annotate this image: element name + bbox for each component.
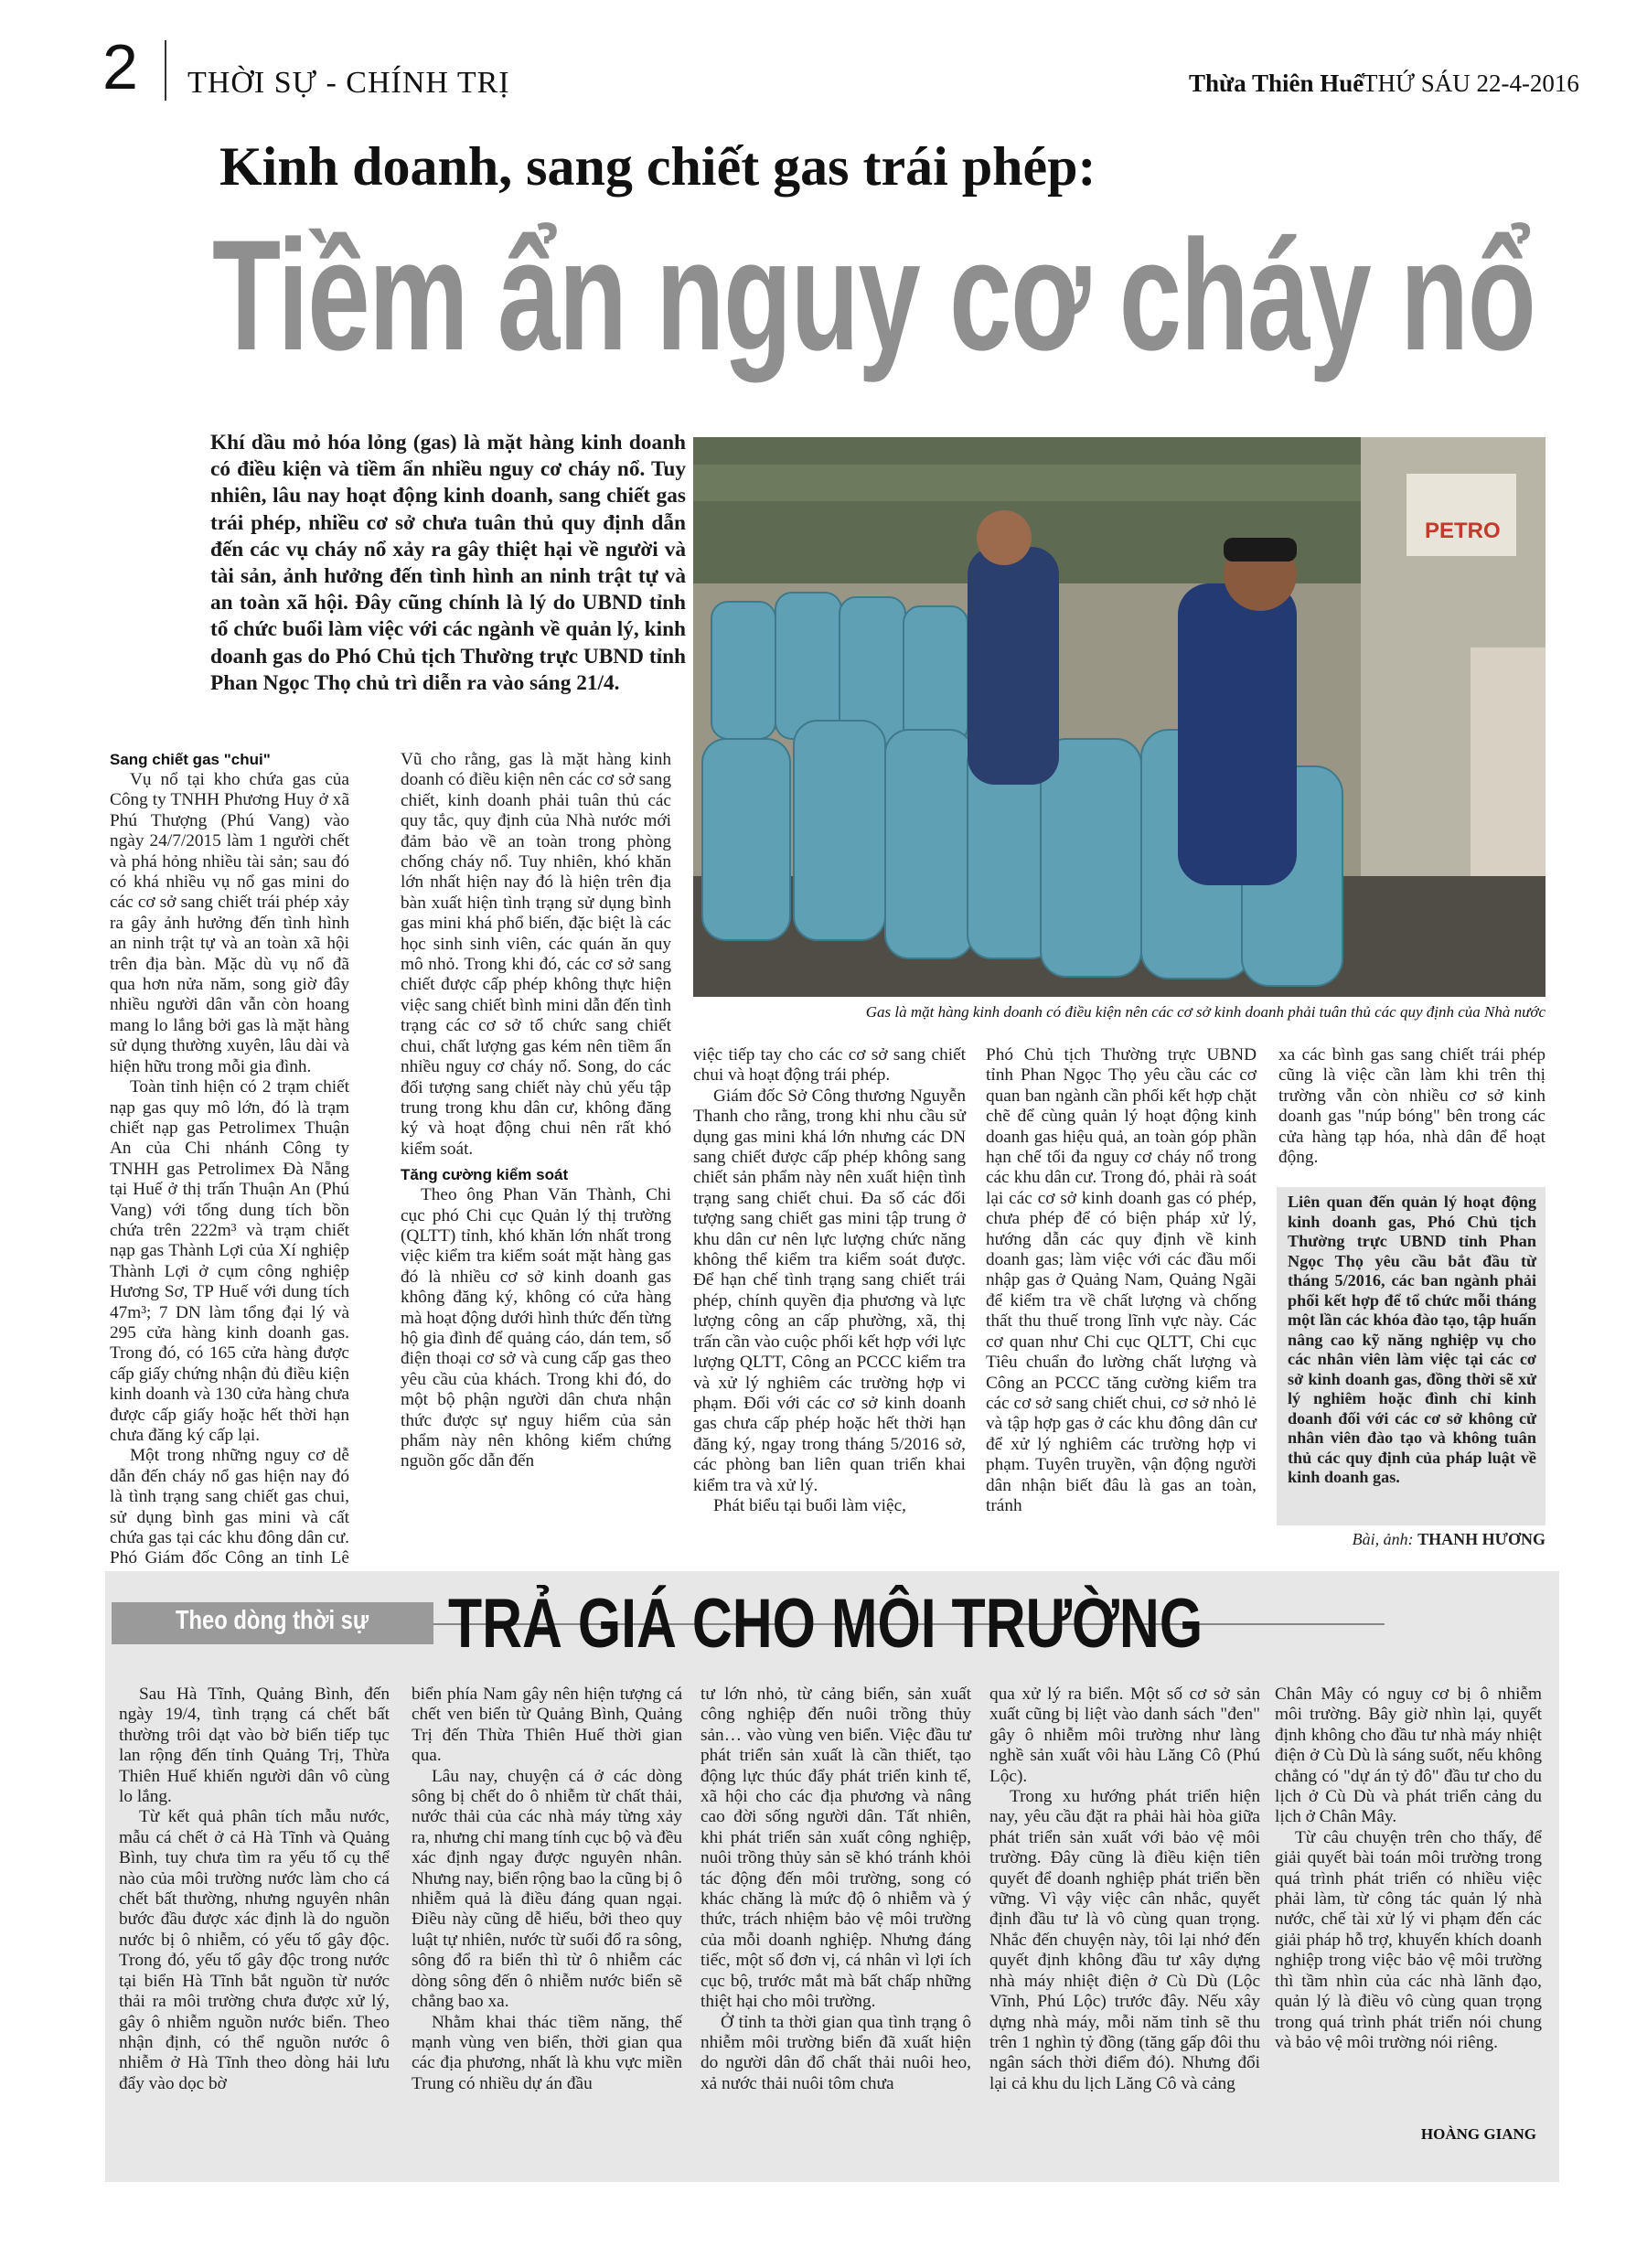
subhead-tang-cuong: Tăng cường kiểm soát	[401, 1166, 569, 1184]
paragraph: Vũ cho rằng, gas là mặt hàng kinh doanh có điều kiện nên các cơ sở sang chiết, kinh doanh phải tuân thủ các quy tắc, quy định của Nhà nước mới đảm bảo về an toàn trong phòng chống cháy nổ. Tuy nhiên, khó khăn lớn nhất hiện nay đó là hiện trên địa bàn xuất hiện tình trạng sử dụng bình gas mini khá phổ biến, đặc biệt là các học sinh sinh viên, các quán ăn quy mô nhỏ. Trong khi đó, các cơ sở sang chiết được cấp phép không thực hiện việc sang chiết bình mini dẫn đến tình trạng các cơ sở tổ chức sang chiết chui, chất lượng gas kém nên tiềm ẩn nhiều nguy cơ cháy nổ. Song, do các đối tượng sang chiết này chủ yếu tập trung trong khu dân cư, không đăng ký và hoạt động chui nên rất khó kiểm soát.	[401, 750, 671, 1159]
article-headline: Tiềm ẩn nguy cơ cháy nổ	[212, 208, 1535, 383]
petro-sign: PETRO	[1425, 519, 1501, 543]
paragraph: Lâu nay, chuyện cá ở các dòng sông bị chết do ô nhiễm từ chất thải, nước thải của các nhà máy từng xảy ra, nhưng chỉ mang tính cục bộ và đều xác định ngay được nguyên nhân. Nhưng nay, biển rộng bao la cũng bị ô nhiễm quả là điều đáng quan ngại. Điều này cũng dễ hiểu, bởi theo quy luật tự nhiên, nước từ suối đổ ra sông, sông đổ ra biển thì từ ô nhiễm các dòng sông đến ô nhiễm nước biển sẽ chẳng bao xa.	[412, 1766, 682, 2012]
commentary-column-3	[701, 1685, 971, 2094]
paragraph: tư lớn nhỏ, từ cảng biển, sản xuất công nghiệp đến nuôi trồng thủy sản… vào vùng ven biển. Việc đầu tư phát triển sản xuất là cần thiết, tạo động lực thúc đẩy phát triển kinh tế, xã hội cho các địa phương và nâng cao đời sống người dân. Tất nhiên, khi phát triển sản xuất công nghiệp, nuôi trồng thủy sản sẽ khó tránh khỏi tác động đến môi trường, song có khác chăng là mức độ ô nhiễm và ý thức, trách nhiệm bảo vệ môi trường của mỗi doanh nghiệp. Nhưng đáng tiếc, một số đơn vị, cá nhân vì lợi ích cục bộ, trước mắt mà bất chấp những thiệt hại cho môi trường.	[701, 1685, 971, 2012]
paragraph: việc tiếp tay cho các cơ sở sang chiết chui và hoạt động trái phép.	[693, 1045, 966, 1086]
article-column-5	[1278, 1045, 1545, 1168]
photo-caption: Gas là mặt hàng kinh doanh có điều kiện nên các cơ sở kinh doanh phải tuân thủ các quy định của Nhà nước	[865, 1003, 1545, 1021]
worker-left	[968, 547, 1059, 785]
sidebar-box-text: Liên quan đến quản lý hoạt động kinh doanh gas, Phó Chủ tịch Thường trực UBND tỉnh Phan Ngọc Thọ yêu cầu bắt đầu từ tháng 5/2016, các ban ngành phải phối kết hợp để tổ chức mỗi tháng một lần các khóa đào tạo, tập huấn nâng cao kỹ năng nghiệp vụ cho các nhân viên làm việc tại các cơ sở kinh doanh gas, đồng thời sẽ xử lý nghiêm hoặc đình chỉ kinh doanh đối với các cơ sở không cử nhân viên đào tạo và không tuân thủ các quy định của pháp luật về kinh doanh gas.	[1288, 1193, 1536, 1486]
paragraph: Vụ nổ tại kho chứa gas của Công ty TNHH Phương Huy ở xã Phú Thượng (Phú Vang) vào ngày 24/7/2015 làm 1 người chết và phá hỏng nhiều tài sản; sau đó có khá nhiều vụ nổ gas mini do các cơ sở sang chiết trái phép xảy ra gây ảnh hưởng đến tình hình an ninh trật tự và an toàn xã hội trên địa bàn. Mặc dù vụ nổ đã qua hơn nửa năm, song giờ đây nhiều người dân vẫn còn hoang mang lo lắng bởi gas là mặt hàng sử dụng thường xuyên, lâu dài và hiện hữu trong mỗi gia đình.	[110, 770, 349, 1076]
paragraph: xa các bình gas sang chiết trái phép cũng là việc cần làm khi trên thị trường vẫn còn nhiều cơ sở kinh doanh gas "núp bóng" bên trong các cửa hàng tạp hóa, nhà dân để hoạt động.	[1278, 1045, 1545, 1168]
article-kicker: Kinh doanh, sang chiết gas trái phép:	[219, 136, 1096, 197]
paragraph: Toàn tỉnh hiện có 2 trạm chiết nạp gas quy mô lớn, đó là trạm chiết nạp gas Petrolimex Thuận An của Chi nhánh Công ty TNHH gas Petrolimex Đà Nẵng tại Huế ở thị trấn Thuận An (Phú Vang) với tổng dung tích bồn chứa trên 222m³ và trạm chiết nạp gas Thành Lợi của Xí nghiệp Thành Lợi ở cụm công nghiệp Hương Sơ, TP Huế với dung tích 47m³; 7 DN làm tổng đại lý và 295 cửa hàng kinh doanh gas. Trong đó, có 165 cửa hàng được cấp giấy chứng nhận đủ điều kiện kinh doanh và 130 cửa hàng chưa được cấp giấy hoặc hết thời hạn chưa đăng ký cấp lại.	[110, 1077, 349, 1445]
commentary-column-2	[412, 1685, 682, 2094]
commentary-column-4	[989, 1685, 1260, 2094]
issue-date: THỨ SÁU 22-4-2016	[1363, 70, 1579, 97]
paragraph: Một trong những nguy cơ dễ dẫn đến cháy nổ gas hiện nay đó là tình trạng sang chiết gas chui, sử dụng bình gas mini và cất chứa gas tại các khu đông dân cư. Phó Giám đốc Công an tỉnh Lê	[110, 1446, 349, 1568]
paragraph: Nhằm khai thác tiềm năng, thế mạnh vùng ven biển, thời gian qua các địa phương, nhất là khu vực miền Trung có nhiều dự án đầu	[412, 2012, 682, 2093]
article-column-4	[986, 1045, 1257, 1516]
commentary-byline: HOÀNG GIANG	[1420, 2125, 1536, 2143]
commentary-column-1	[119, 1685, 390, 2094]
article-column-2	[401, 750, 671, 1472]
paragraph: Sau Hà Tĩnh, Quảng Bình, đến ngày 19/4, tình trạng cá chết bất thường trôi dạt vào bờ biển tiếp tục lan rộng đến tỉnh Quảng Trị, Thừa Thiên Huế khiến người dân vô cùng lo lắng.	[119, 1685, 390, 1807]
byline-label: Bài, ảnh:	[1352, 1530, 1414, 1548]
paragraph: Chân Mây có nguy cơ bị ô nhiễm môi trường. Bây giờ nhìn lại, quyết định không cho đầu tư nhà máy nhiệt điện ở Cù Dù là sáng suốt, nếu không chẳng có "dự án tỷ đô" đầu tư cho du lịch ở Cù Dù và phát triển cảng du lịch ở Chân Mây.	[1275, 1685, 1542, 1827]
paragraph: Giám đốc Sở Công thương Nguyễn Thanh cho rằng, trong khi nhu cầu sử dụng gas mini khá lớn nhưng các DN sang chiết được cấp phép không sang chiết sản phẩm này nên xuất hiện tình trạng sang chiết chui. Đa số các đối tượng sang chiết gas mini tập trung ở khu dân cư nên lực lượng chức năng không thể kiểm tra kiểm soát được. Để hạn chế tình trạng sang chiết trái phép, chính quyền địa phương và lực lượng công an cấp phường, xã, thị trấn cần vào cuộc phối kết hợp với lực lượng QLTT, Công an PCCC kiểm tra và xử lý nghiêm các trường hợp vi phạm. Đối với các cơ sở kinh doanh gas chưa cấp phép hoặc hết thời hạn đăng ký, ngay trong tháng 5/2016 sở, các phòng ban liên quan triển khai kiểm tra và xử lý.	[693, 1086, 966, 1495]
paragraph: Trong xu hướng phát triển hiện nay, yêu cầu đặt ra phải hài hòa giữa phát triển sản xuất với bảo vệ môi trường. Đây cũng là điều kiện tiên quyết để doanh nghiệp phát triển bền vững. Vì vậy việc cân nhắc, quyết định đầu tư là vô cùng quan trọng. Nhắc đến chuyện này, tôi lại nhớ đến quyết định không đầu tư xây dựng nhà máy nhiệt điện ở Cù Dù (Lộc Vĩnh, Phú Lộc) trước đây. Nếu xây dựng nhà máy, mỗi năm tỉnh sẽ thu trên 1 nghìn tỷ đồng (tăng gấp đôi thu ngân sách thời điểm đó). Nhưng đổi lại cả khu du lịch Lăng Cô và cảng	[989, 1787, 1260, 2093]
paragraph: Từ kết quả phân tích mẫu nước, mẫu cá chết ở cả Hà Tĩnh và Quảng Bình, tuy chưa tìm ra yếu tố cụ thể nào của môi trường nước làm cho cá chết bất thường, nhưng nguyên nhân bước đầu được xác định là do nguồn nước bị ô nhiễm, có yếu tố gây độc. Trong đó, yếu tố gây độc trong nước tại biển Hà Tĩnh bắt nguồn từ nước thải ra môi trường chưa được xử lý, gây ô nhiễm nguồn nước biển. Theo nhận định, có thể nguồn nước ô nhiễm ở Hà Tĩnh theo dòng hải lưu đẩy vào dọc bờ	[119, 1807, 390, 2093]
paragraph: Theo ông Phan Văn Thành, Chi cục phó Chi cục Quản lý thị trường (QLTT) tỉnh, khó khăn lớn nhất trong việc kiểm tra kiểm soát mặt hàng gas đó là nhiều cơ sở kinh doanh gas không đăng ký, không có cửa hàng mà hoạt động dưới hình thức đến từng hộ gia đình để quảng cáo, dán tem, số điện thoại cơ sở và cung cấp gas theo yêu cầu của khách. Trong khi đó, do một bộ phận người dân chưa nhận thức được sự nguy hiểm của sản phẩm này nên không kiểm chứng nguồn gốc dẫn đến	[401, 1185, 671, 1471]
paragraph: qua xử lý ra biển. Một số cơ sở sản xuất cũng bị liệt vào danh sách "đen" gây ô nhiễm môi trường như làng nghề sản xuất vôi hàu Lăng Cô (Phú Lộc).	[989, 1685, 1260, 1786]
article-lede: Khí dầu mỏ hóa lỏng (gas) là mặt hàng kinh doanh có điều kiện và tiềm ẩn nhiều nguy cơ cháy nổ. Tuy nhiên, lâu nay hoạt động kinh doanh, sang chiết gas trái phép, nhiều cơ sở chưa tuân thủ quy định dẫn đến các vụ cháy nổ xảy ra gây thiệt hại về người và tài sản, ảnh hưởng đến tình hình an ninh trật tự và an toàn xã hội. Đây cũng chính là lý do UBND tỉnh tổ chức buổi làm việc với các ngành về quản lý, kinh doanh gas do Phó Chủ tịch Thường trực UBND tỉnh Phan Ngọc Thọ chủ trì diễn ra vào sáng 21/4.	[210, 431, 686, 695]
byline-name: THANH HƯƠNG	[1417, 1530, 1545, 1548]
subhead-sang-chiet: Sang chiết gas "chui"	[110, 751, 271, 768]
paragraph: Ở tỉnh ta thời gian qua tình trạng ô nhiễm môi trường biển đã xuất hiện do người dân đổ chất thải nuôi heo, xả nước thải nuôi tôm chưa	[701, 2012, 971, 2093]
paragraph: Từ câu chuyện trên cho thấy, để giải quyết bài toán môi trường trong quá trình phát triển có nhiều việc phải làm, từ công tác quản lý nhà nước, chế tài xử lý vi phạm đến các giải pháp hỗ trợ, khuyến khích doanh nghiệp trong việc bảo vệ môi trường thì tầm nhìn của các nhà lãnh đạo, quản lý là điều vô cùng quan trọng trong quá trình phát triển nói chung và bảo vệ môi trường nói riêng.	[1275, 1827, 1542, 2052]
section-title: THỜI SỰ - CHÍNH TRỊ	[187, 66, 510, 100]
paragraph: biển phía Nam gây nên hiện tượng cá chết ven biển từ Quảng Bình, Quảng Trị đến Thừa Thiên Huế thời gian qua.	[412, 1685, 682, 1766]
paragraph: Phó Chủ tịch Thường trực UBND tỉnh Phan Ngọc Thọ yêu cầu các cơ quan ban ngành cần phối kết hợp chặt chẽ để cùng quản lý hoạt động kinh doanh gas hiệu quả, an toàn góp phần hạn chế tối đa nguy cơ cháy nổ trong các khu dân cư. Trong đó, phải rà soát lại các cơ sở kinh doanh gas có phép, chưa phép để có biện pháp xử lý, hướng dẫn các quy định về kinh doanh gas; làm việc với các đầu mối nhập gas ở Quảng Nam, Quảng Ngãi để kiểm tra về chất lượng và chống thất thu thuế trong lĩnh vực này. Các cơ quan như Chi cục QLTT, Chi cục Tiêu chuẩn đo lường chất lượng và Công an PCCC tăng cường kiểm tra các cơ sở sang chiết chui, cơ sở nhỏ lẻ và tập hợp gas ở các khu đông dân cư để xử lý nghiêm các trường hợp vi phạm. Tuyên truyền, vận động người dân nhận biết đâu là gas an toàn, tránh	[986, 1045, 1257, 1515]
commentary-headline: TRẢ GIÁ CHO MÔI TRƯỜNG	[448, 1585, 1203, 1663]
article-column-3	[693, 1045, 966, 1516]
article-byline	[1280, 1530, 1545, 1549]
commentary-column-5	[1275, 1685, 1542, 2053]
gas-cylinders-photo	[693, 437, 1545, 997]
page-number: 2	[102, 31, 138, 102]
worker-right	[1178, 583, 1297, 885]
publication-name: Thừa Thiên Huế	[1189, 70, 1364, 97]
article-column-1	[110, 750, 349, 1589]
commentary-label: Theo dòng thời sự	[176, 1606, 369, 1635]
article-photo	[693, 437, 1545, 997]
header-divider	[165, 40, 166, 101]
paragraph: Phát biểu tại buổi làm việc,	[713, 1495, 906, 1515]
